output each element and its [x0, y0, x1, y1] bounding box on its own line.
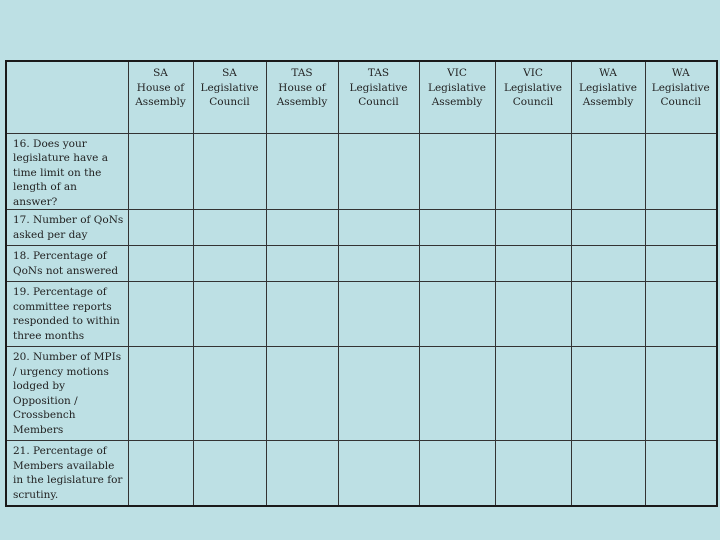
table-cell [128, 210, 193, 246]
table-cell [571, 246, 645, 282]
table-cell [495, 246, 571, 282]
table-cell [571, 282, 645, 347]
column-header-line: VIC [447, 67, 467, 79]
row-label: 16. Does your legislature have a time limit on the length of an answer? [6, 133, 128, 210]
column-header-tas-house-of-assembly [266, 61, 338, 133]
table-cell [193, 133, 266, 210]
column-header-line: WA [671, 67, 690, 79]
table-cell [495, 210, 571, 246]
column-header-line: Legislative [504, 81, 562, 94]
row-label: 19. Percentage of committee reports responded to within three months [6, 282, 128, 347]
table-cell [338, 347, 419, 441]
table-cell [495, 441, 571, 506]
column-header-line: TAS [291, 67, 313, 79]
table-cell [193, 347, 266, 441]
table-cell [266, 246, 338, 282]
table-cell [128, 347, 193, 441]
column-header-line: Assembly [276, 96, 328, 108]
column-header-line: SA [222, 67, 237, 79]
table-cell [645, 347, 717, 441]
legislature-comparison-table [5, 60, 718, 507]
row-label: 21. Percentage of Members available in the legislature for scrutiny. [6, 441, 128, 506]
table-cell [571, 441, 645, 506]
column-header-line: Legislative [579, 81, 637, 94]
table-cell [495, 347, 571, 441]
table-cell [645, 133, 717, 210]
table-cell [419, 347, 495, 441]
table-cell [128, 282, 193, 347]
table-row [6, 441, 717, 506]
table-cell [645, 441, 717, 506]
column-header-wa-legislative-assembly [571, 61, 645, 133]
table-cell [419, 210, 495, 246]
table-cell [266, 210, 338, 246]
table-cell [266, 441, 338, 506]
column-header-line: SA [153, 67, 168, 79]
table-cell [419, 441, 495, 506]
table-cell [571, 210, 645, 246]
column-header-line: WA [599, 67, 617, 79]
table-cell [128, 441, 193, 506]
column-header-line: TAS [367, 67, 390, 79]
table-cell [266, 282, 338, 347]
table-cell [495, 133, 571, 210]
column-header-vic-legislative-assembly [419, 61, 495, 133]
table-cell [338, 282, 419, 347]
table-cell [338, 133, 419, 210]
header-row [6, 61, 717, 133]
column-header-line: Council [660, 96, 701, 108]
table-cell [645, 282, 717, 347]
column-header-vic-legislative-council [495, 61, 571, 133]
column-header-sa-house-of-assembly [128, 61, 193, 133]
table-row [6, 347, 717, 441]
row-label: 20. Number of MPIs / urgency motions lodged by Opposition / Crossbench Members [6, 347, 128, 441]
table-row [6, 246, 717, 282]
column-header-line: VIC [523, 67, 543, 79]
row-label: 17. Number of QoNs asked per day [6, 210, 128, 246]
table-row [6, 210, 717, 246]
table-row [6, 133, 717, 210]
table-cell [645, 210, 717, 246]
table-cell [338, 441, 419, 506]
column-header-line: House of [136, 81, 185, 94]
column-header-line: Council [358, 96, 399, 108]
column-header-line: Assembly [582, 96, 634, 108]
table-cell [495, 282, 571, 347]
table-cell [128, 246, 193, 282]
table-cell [266, 133, 338, 210]
comparison-table-container [5, 60, 716, 501]
table-cell [645, 246, 717, 282]
table-cell [338, 210, 419, 246]
column-header-line: Legislative [349, 81, 408, 94]
table-row [6, 282, 717, 347]
column-header-tas-legislative-council [338, 61, 419, 133]
table-cell [419, 133, 495, 210]
table-cell [193, 282, 266, 347]
table-cell [419, 246, 495, 282]
column-header-line: Legislative [200, 81, 259, 94]
column-header-wa-legislative-council [645, 61, 717, 133]
column-header-line: Council [209, 96, 250, 108]
column-header-line: Legislative [428, 81, 486, 94]
column-header-line: House of [278, 81, 326, 94]
column-header-line: Council [512, 96, 554, 108]
corner-cell [6, 61, 128, 133]
table-cell [193, 210, 266, 246]
table-cell [193, 246, 266, 282]
column-header-line: Legislative [651, 81, 710, 94]
table-cell [193, 441, 266, 506]
table-cell [128, 133, 193, 210]
column-header-sa-legislative-council [193, 61, 266, 133]
column-header-line: Assembly [135, 96, 186, 108]
table-cell [419, 282, 495, 347]
table-cell [571, 133, 645, 210]
row-label: 18. Percentage of QoNs not answered [6, 246, 128, 282]
table-cell [266, 347, 338, 441]
column-header-line: Assembly [431, 96, 483, 108]
table-cell [571, 347, 645, 441]
table-cell [338, 246, 419, 282]
